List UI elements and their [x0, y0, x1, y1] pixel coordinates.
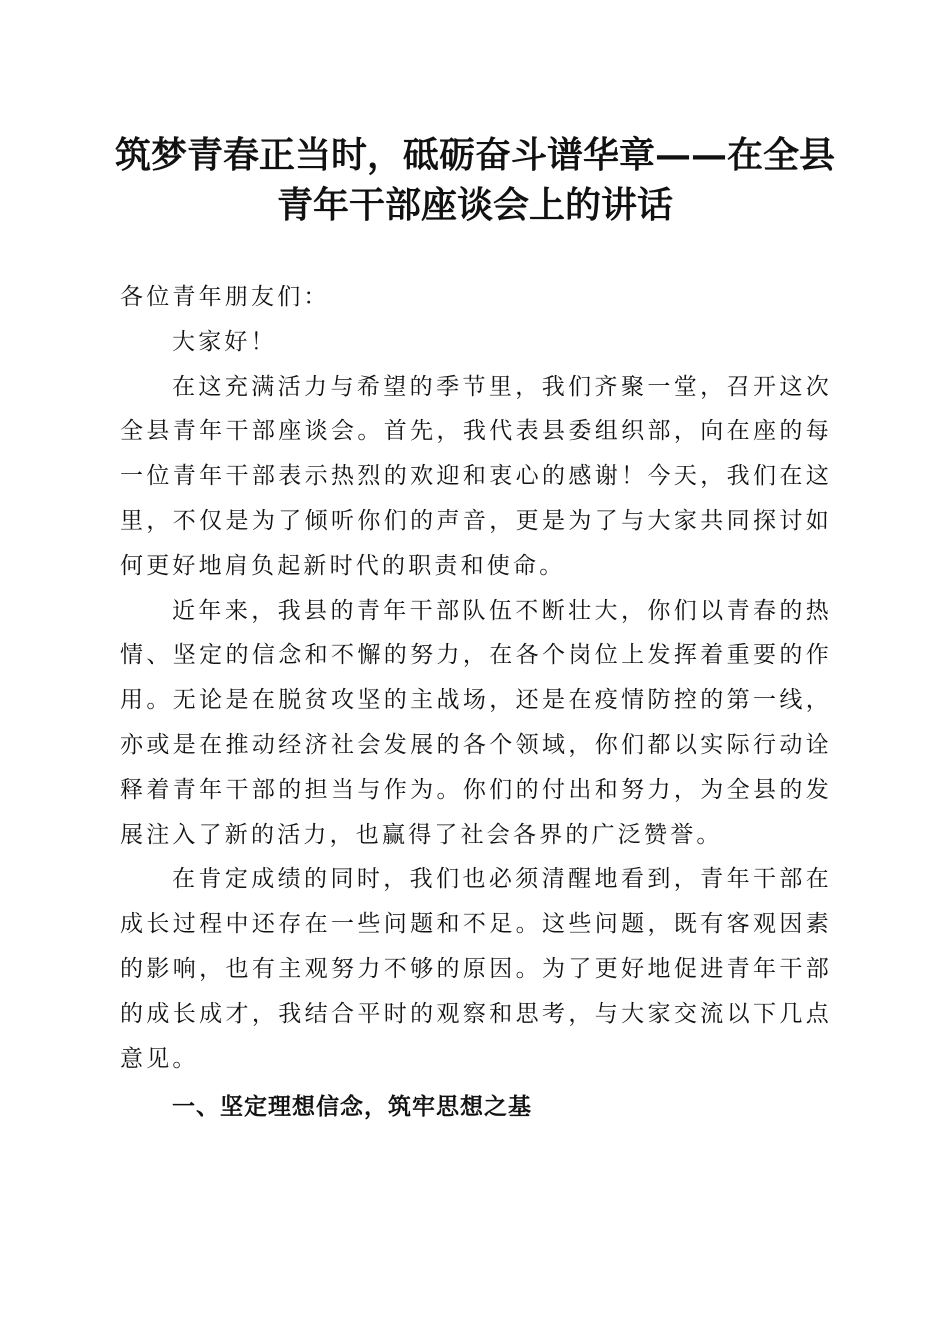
section-heading: 一、坚定理想信念，筑牢思想之基 — [172, 1094, 532, 1121]
paragraph-2: 近年来，我县的青年干部队伍不断壮大，你们以青春的热情、坚定的信念和不懈的努力，在各个岗位上发挥着重要的作用。无论是在脱贫攻坚的主战场，还是在疫情防控的第一线，亦或是在推动经济社会发展的各个领域，你们都以实际行动诠释着青年干部的担当与作为。你们的付出和努力，为全县的发展注入了新的活力，也赢得了社会各界的广泛赞誉。 — [120, 597, 832, 848]
document-title — [100, 130, 850, 230]
salutation: 各位青年朋友们： — [120, 284, 330, 310]
greeting: 大家好！ — [172, 328, 277, 355]
title-line-2: 青年干部座谈会上的讲话 — [276, 184, 673, 226]
paragraph-3: 在肯定成绩的同时，我们也必须清醒地看到，青年干部在成长过程中还存在一些问题和不足。这些问题，既有客观因素的影响，也有主观努力不够的原因。为了更好地促进青年干部的成长成才，我结合平时的观察和思考，与大家交流以下几点意见。 — [120, 866, 832, 1072]
paragraph-1: 在这充满活力与希望的季节里，我们齐聚一堂，召开这次全县青年干部座谈会。首先，我代表县委组织部，向在座的每一位青年干部表示热烈的欢迎和衷心的感谢！今天，我们在这里，不仅是为了倾听你们的声音，更是为了与大家共同探讨如何更好地肩负起新时代的职责和使命。 — [120, 373, 832, 579]
document-body — [120, 275, 832, 1130]
title-line-1: 筑梦青春正当时，砥砺奋斗谱华章——在全县 — [114, 134, 835, 176]
